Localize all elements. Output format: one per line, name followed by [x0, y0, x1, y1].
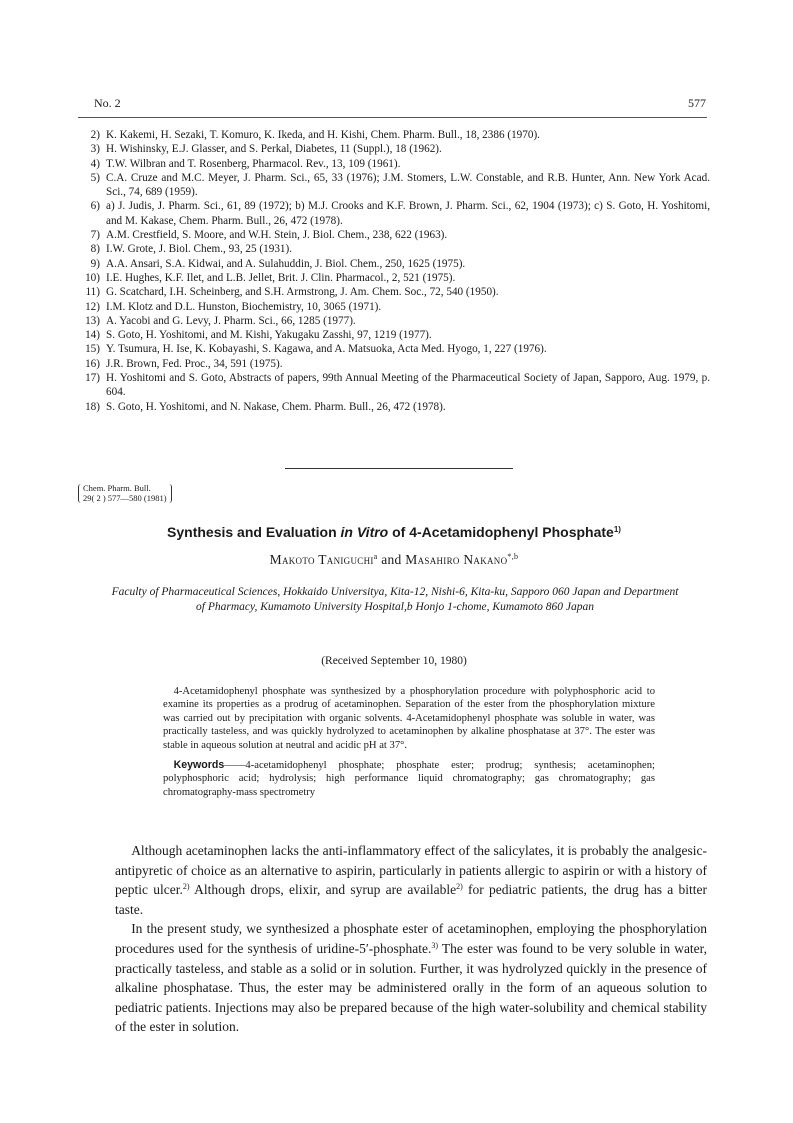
author-line [78, 552, 710, 568]
reference-item [78, 257, 710, 271]
reference-list [78, 128, 710, 414]
affiliation: Faculty of Pharmaceutical Sciences, Hokkaido Universitya, Kita-12, Nishi-6, Kita-ku, Sapporo 060 Japan and Department of Pharmacy, Kumamoto University Hospital,b Honjo 1-chome, Kumamoto 860 Japan [111, 586, 679, 613]
reference-text: S. Goto, H. Yoshitomi, and N. Nakase, Chem. Pharm. Bull., 26, 472 (1978). [106, 400, 446, 413]
title-italic: in Vitro [340, 524, 389, 540]
author-2: Masahiro Nakano [405, 552, 508, 567]
reference-number: 13) [85, 314, 100, 327]
reference-number: 16) [85, 357, 100, 370]
author-and: and [377, 552, 406, 567]
reference-number: 17) [85, 372, 100, 385]
header-rule [78, 117, 707, 118]
reference-item [78, 157, 710, 171]
reference-text: C.A. Cruze and M.C. Meyer, J. Pharm. Sci., 65, 33 (1976); J.M. Stomers, L.W. Constable, and R.B. Hunter, Ann. New York Acad. Sci., 74, 689 (1959). [106, 171, 710, 199]
citation-journal: Chem. Pharm. Bull. [83, 483, 151, 493]
citation-volume: 29( 2 ) 577—580 (1981) [83, 492, 167, 503]
reference-text: A. Yacobi and G. Levy, J. Pharm. Sci., 66, 1285 (1977). [106, 314, 356, 327]
reference-item [78, 285, 710, 299]
reference-number: 9) [90, 257, 100, 270]
paragraph-2 [115, 919, 707, 1037]
abstract-text: 4-Acetamidophenyl phosphate was synthesized by a phosphorylation procedure with polyphosphoric acid to examine its properties as a prodrug of acetaminophen. Separation of the ester from the phosphorylation mixture was carried out by precipitation with organic solvents. 4-Acetamidophenyl phosphate was soluble in water, was practically tasteless, and was quickly hydrolyzed to acetaminophen by alkaline phosphatase at 37°. The ester was stable in aqueous solution at neutral and acidic pH at 37°. [163, 686, 655, 751]
reference-text: G. Scatchard, I.H. Scheinberg, and S.H. Armstrong, J. Am. Chem. Soc., 72, 540 (1950). [106, 286, 499, 299]
reference-text: A.M. Crestfield, S. Moore, and W.H. Stein, J. Biol. Chem., 238, 622 (1963). [106, 229, 448, 242]
reference-item [78, 371, 710, 400]
paragraph-2-text-b: The ester was found to be very soluble in water, practically tasteless, and stable as a solid or in solution. Further, it was hydrolyzed quickly in the presence of alkaline phosphatase. Thus, the ester may be administered orally in the form of an aqueous solution to pediatric patients. Injections may also be prepared because of the high water-solubility and chemical stability of the ester in solution. [115, 940, 708, 1035]
author-2-affil: *,b [507, 552, 519, 561]
reference-number: 8) [90, 243, 100, 256]
reference-number: 7) [90, 229, 100, 242]
reference-item [78, 357, 710, 371]
reference-number: 11) [85, 286, 100, 299]
reference-number: 2) [90, 129, 100, 141]
reference-number: 6) [90, 200, 100, 213]
reference-text: I.W. Grote, J. Biol. Chem., 93, 25 (1931). [106, 243, 293, 256]
reference-item [78, 171, 710, 200]
reference-text: J.R. Brown, Fed. Proc., 34, 591 (1975). [106, 357, 283, 370]
reference-item [78, 300, 710, 314]
author-1: Makoto Taniguchi [269, 552, 374, 567]
reference-number: 18) [85, 400, 100, 413]
reference-item [78, 314, 710, 328]
reference-text: a) J. Judis, J. Pharm. Sci., 61, 89 (1972); b) M.J. Crooks and K.F. Brown, J. Pharm. Sci., 62, 1904 (1973); c) S. Goto, H. Yoshitomi, and M. Kakase, Chem. Pharm. Bull., 26, 472 (1978). [106, 200, 710, 227]
author-1-affil: a [373, 552, 378, 561]
article-title [78, 524, 710, 540]
journal-citation [78, 484, 172, 503]
reference-number: 4) [90, 157, 100, 170]
reference-item [78, 328, 710, 342]
keywords [163, 759, 655, 799]
reference-item [78, 342, 710, 356]
reference-text: I.E. Hughes, K.F. Ilet, and L.B. Jellet, Brit. J. Clin. Pharmacol., 2, 521 (1975). [106, 271, 456, 284]
reference-text: S. Goto, H. Yoshitomi, and M. Kishi, Yakugaku Zasshi, 97, 1219 (1977). [106, 329, 432, 342]
body-text [115, 841, 707, 1037]
reference-item [78, 142, 710, 156]
issue-number: No. 2 [94, 96, 121, 110]
ref-3: 3) [431, 940, 439, 950]
page-number: 577 [688, 96, 706, 110]
paragraph-2-text-a: In the present study, we synthesized a phosphate ester of acetaminophen, employing the phosphorylation procedures used for the synthesis of uridine-5′-phosphate. [115, 921, 707, 956]
reference-text: H. Yoshitomi and S. Goto, Abstracts of papers, 99th Annual Meeting of the Pharmaceutical Society of Japan, Sapporo, Aug. 1979, p. 604. [106, 372, 710, 399]
paragraph-1-text-c: for pediatric patients, the drug has a bitter taste. [115, 882, 707, 917]
reference-number: 10) [85, 271, 100, 284]
ref-2: 2) [182, 882, 190, 892]
reference-item [78, 128, 710, 142]
keywords-list: ——4-acetamidophenyl phosphate; phosphate ester; prodrug; synthesis; acetaminophen; polyphosphoric acid; hydrolysis; high performance liquid chromatography; gas chromatography; gas chromatography-mass spectrometry [163, 760, 655, 798]
reference-text: H. Wishinsky, E.J. Glasser, and S. Perkal, Diabetes, 11 (Suppl.), 18 (1962). [106, 143, 442, 156]
paragraph-1-text-b: Although drops, elixir, and syrup are available [189, 882, 457, 898]
reference-text: K. Kakemi, H. Sezaki, T. Komuro, K. Ikeda, and H. Kishi, Chem. Pharm. Bull., 18, 2386 (1970). [106, 129, 540, 141]
reference-number: 12) [85, 300, 100, 313]
reference-number: 14) [85, 329, 100, 342]
reference-text: Y. Tsumura, H. Ise, K. Kobayashi, S. Kagawa, and A. Matsuoka, Acta Med. Hyogo, 1, 227 (1976). [106, 343, 547, 356]
paragraph-1 [115, 841, 707, 919]
reference-number: 5) [90, 171, 100, 184]
reference-item [78, 400, 710, 414]
reference-text: A.A. Ansari, S.A. Kidwai, and A. Sulahuddin, J. Biol. Chem., 250, 1625 (1975). [106, 257, 466, 270]
reference-item [78, 228, 710, 242]
keywords-label: Keywords [173, 759, 225, 772]
reference-item [78, 242, 710, 256]
paragraph-1-text-a: Although acetaminophen lacks the anti-inflammatory effect of the salicylates, it is probably the analgesic-antipyretic of choice as an alternative to aspirin, particularly in patients allergic to aspirin or with a history of peptic ulcer. [115, 843, 707, 898]
reference-text: T.W. Wilbran and T. Rosenberg, Pharmacol. Rev., 13, 109 (1961). [106, 157, 401, 170]
title-part-2: of 4-Acetamidophenyl Phosphate [388, 524, 614, 540]
title-footnote: 1) [613, 525, 621, 534]
reference-item [78, 271, 710, 285]
reference-number: 15) [85, 343, 100, 356]
section-divider [285, 468, 513, 469]
abstract [163, 685, 655, 799]
reference-text: I.M. Klotz and D.L. Hunston, Biochemistry, 10, 3065 (1971). [106, 300, 382, 313]
title-part-1: Synthesis and Evaluation [167, 524, 341, 540]
reference-number: 3) [90, 143, 100, 156]
reference-item [78, 199, 710, 228]
received-date: (Received September 10, 1980) [321, 655, 467, 667]
ref-2-b: 2) [456, 882, 463, 892]
